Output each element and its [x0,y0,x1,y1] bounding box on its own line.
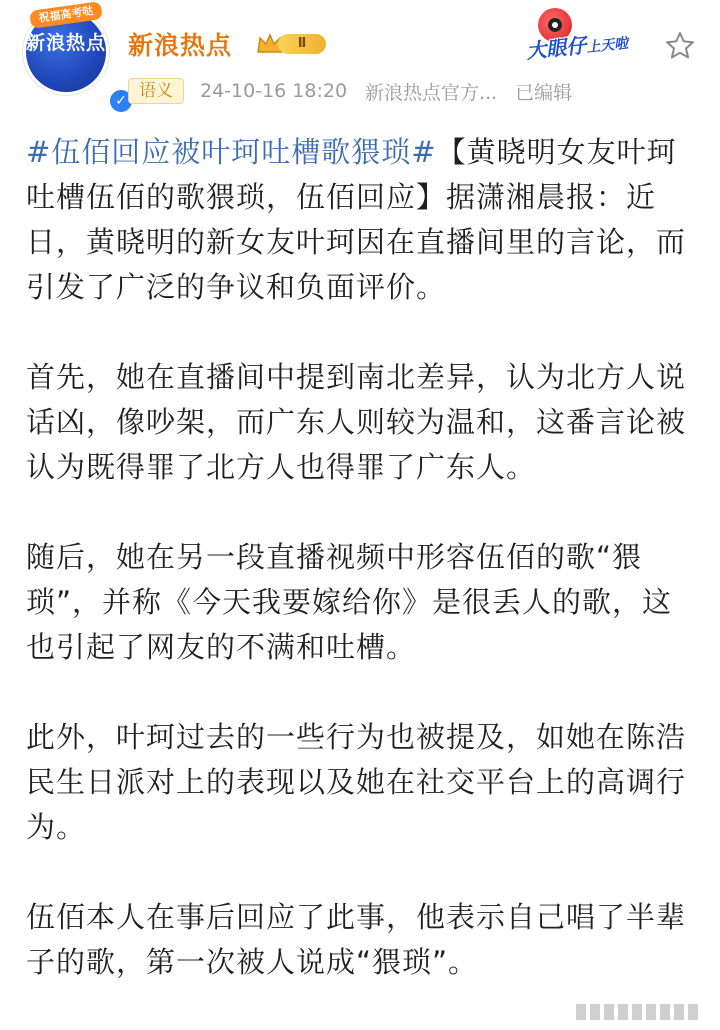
watermark-icon [576,1000,706,1024]
paragraph-1 [26,130,696,310]
paragraph-2: 首先，她在直播间中提到南北差异，认为北方人说话凶，像吵架，而广东人则较为温和，这番言论被认为既得罪了北方人也得罪了广东人。 [26,360,687,484]
avatar-text: 新浪热点 [26,32,107,54]
username[interactable]: 新浪热点 [128,31,233,60]
event-badge-main: 大眼仔 [525,33,588,64]
post-body [26,130,696,1030]
post-header [0,0,720,120]
edited-label[interactable]: 已编辑 [515,81,573,104]
avatar-top-banner: 祝福高考哒 [29,1,103,29]
verified-icon: ✓ [108,88,134,114]
hashtag-link[interactable]: #伍佰回应被叶珂吐槽歌猥琐# [26,135,437,169]
event-badge-small: 上天啦 [585,35,630,56]
paragraph-4: 此外，叶珂过去的一些行为也被提及，如她在陈浩民生日派对上的表现以及她在社交平台上的高调行为。 [26,720,687,844]
post-source[interactable]: 新浪热点官方... [365,81,498,104]
star-icon[interactable] [664,30,696,62]
post-time: 24-10-16 18:20 [200,80,348,102]
level-badge[interactable] [256,30,330,58]
avatar[interactable] [26,4,127,109]
paragraph-1-text: 【黄晓明女友叶珂吐槽伍佰的歌猥琐，伍佰回应】据潇湘晨报：近日，黄晓明的新女友叶珂因在直播间里的言论，而引发了广泛的争议和负面评价。 [26,135,687,304]
semantic-tag[interactable]: 语义 [128,78,184,104]
paragraph-5: 伍佰本人在事后回应了此事，他表示自己唱了半辈子的歌，第一次被人说成“猥琐”。 [26,900,687,979]
level-label: Ⅱ [278,34,326,54]
event-badge[interactable] [520,8,670,64]
paragraph-3: 随后，她在另一段直播视频中形容伍佰的歌“猥琐”，并称《今天我要嫁给你》是很丢人的歌，这也引起了网友的不满和吐槽。 [26,540,673,664]
post-meta [128,76,572,106]
